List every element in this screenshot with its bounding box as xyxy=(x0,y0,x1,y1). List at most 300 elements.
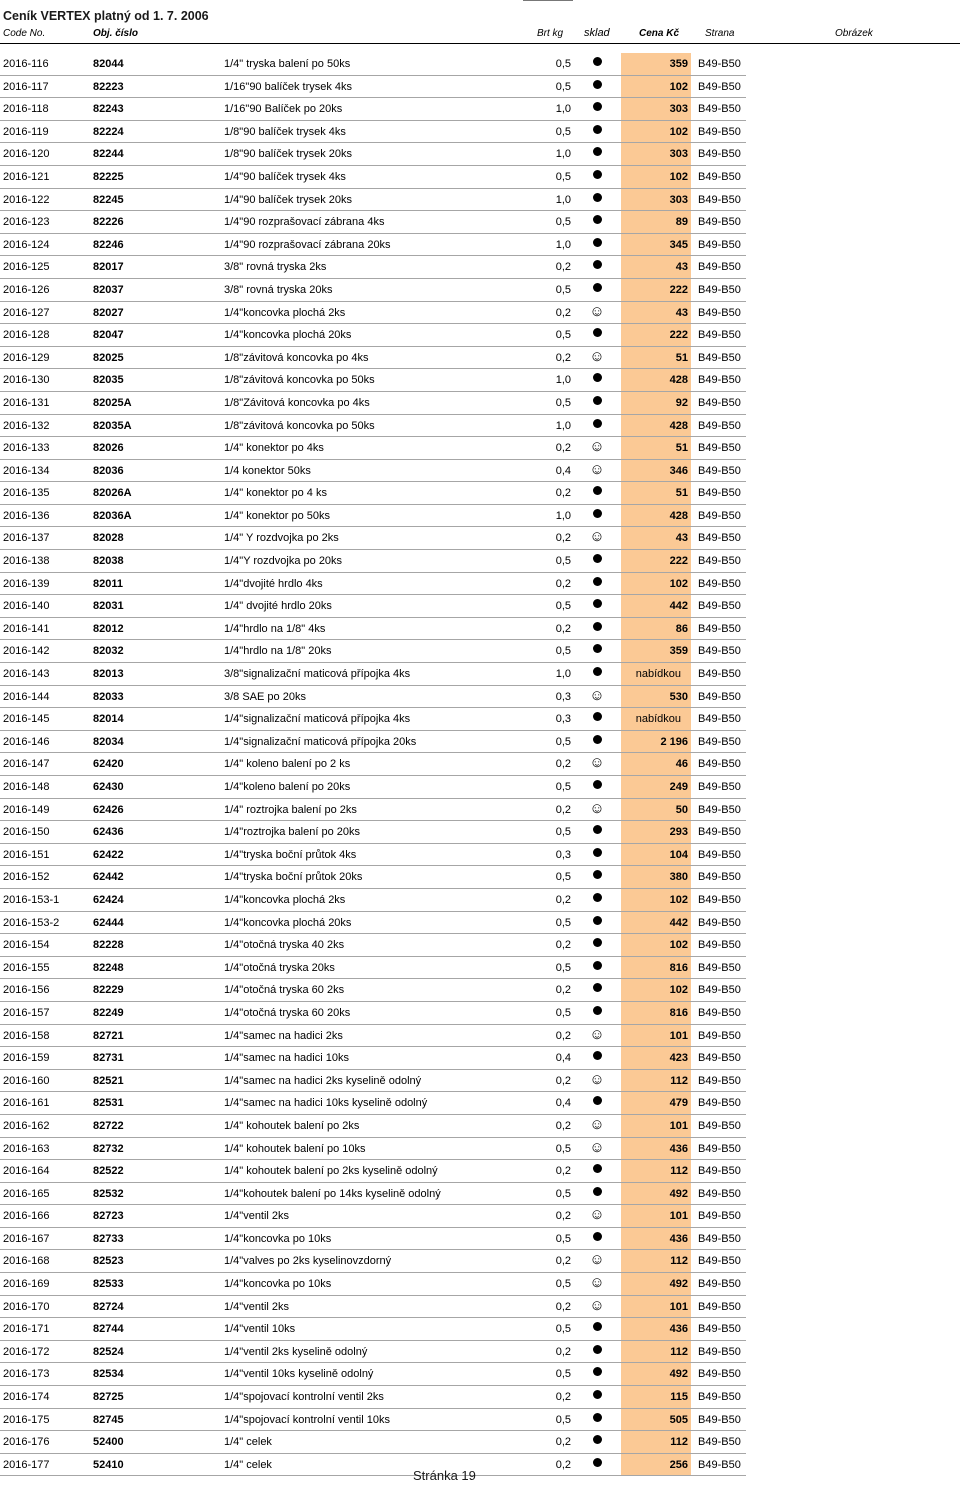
page-ref-cell: B49-B50 xyxy=(698,1368,741,1381)
stock-cell xyxy=(586,731,608,754)
table-row xyxy=(0,912,746,935)
price-cell: 43 xyxy=(621,302,691,325)
code-cell: 2016-147 xyxy=(3,758,50,771)
black-dot-icon xyxy=(593,893,602,902)
page-ref-cell: B49-B50 xyxy=(698,916,741,929)
description-cell: 1/4"90 rozprašovací zábrana 20ks xyxy=(224,238,391,251)
order-number-cell: 82722 xyxy=(93,1119,124,1132)
black-dot-icon xyxy=(593,419,602,428)
weight-cell: 0,5 xyxy=(555,396,571,409)
table-row xyxy=(0,1318,746,1341)
table-row xyxy=(0,324,746,347)
description-cell: 1/4" celek xyxy=(224,1436,272,1449)
order-number-cell: 82731 xyxy=(93,1052,124,1065)
table-row xyxy=(0,1454,746,1477)
stock-cell xyxy=(586,595,608,618)
weight-cell: 0,2 xyxy=(555,1210,571,1223)
weight-cell: 0,2 xyxy=(555,487,571,500)
code-cell: 2016-126 xyxy=(3,283,50,296)
stock-cell xyxy=(586,211,608,234)
page-ref-cell: B49-B50 xyxy=(698,1436,741,1449)
price-cell: 102 xyxy=(621,573,691,596)
code-cell: 2016-156 xyxy=(3,984,50,997)
code-cell: 2016-123 xyxy=(3,216,50,229)
page-ref-cell: B49-B50 xyxy=(698,1413,741,1426)
table-row xyxy=(0,482,746,505)
black-dot-icon xyxy=(593,396,602,405)
code-cell: 2016-161 xyxy=(3,1097,50,1110)
page-number: Stránka 19 xyxy=(413,1468,476,1483)
order-number-cell: 82531 xyxy=(93,1097,124,1110)
black-dot-icon xyxy=(593,961,602,970)
weight-cell: 0,5 xyxy=(555,916,571,929)
description-cell: 1/4"spojovací kontrolní ventil 10ks xyxy=(224,1413,390,1426)
description-cell: 1/4" kohoutek balení po 2ks xyxy=(224,1119,360,1132)
weight-cell: 0,5 xyxy=(555,1187,571,1200)
code-cell: 2016-120 xyxy=(3,148,50,161)
stock-cell xyxy=(586,1386,608,1409)
order-number-cell: 82721 xyxy=(93,1029,124,1042)
stock-cell xyxy=(586,1047,608,1070)
price-cell: 492 xyxy=(621,1363,691,1386)
order-number-cell: 82033 xyxy=(93,690,124,703)
page-ref-cell: B49-B50 xyxy=(698,735,741,748)
code-cell: 2016-176 xyxy=(3,1436,50,1449)
table-row xyxy=(0,1341,746,1364)
weight-cell: 0,5 xyxy=(555,58,571,70)
page-ref-cell: B49-B50 xyxy=(698,1187,741,1200)
order-number-cell: 82723 xyxy=(93,1210,124,1223)
code-cell: 2016-138 xyxy=(3,555,50,568)
code-cell: 2016-118 xyxy=(3,103,49,116)
top-rule xyxy=(523,0,573,1)
table-row xyxy=(0,460,746,483)
table-row xyxy=(0,1002,746,1025)
table-row xyxy=(0,302,746,325)
smiley-icon: ☺ xyxy=(589,528,605,546)
description-cell: 1/8"závitová koncovka po 50ks xyxy=(224,419,375,432)
black-dot-icon xyxy=(593,1322,602,1331)
header-obj: Obj. číslo xyxy=(93,28,139,39)
order-number-cell: 82225 xyxy=(93,170,124,183)
page-ref-cell: B49-B50 xyxy=(698,600,741,613)
page-ref-cell: B49-B50 xyxy=(698,103,741,116)
stock-cell xyxy=(586,1296,608,1319)
page-ref-cell: B49-B50 xyxy=(698,826,741,839)
price-cell: 222 xyxy=(621,550,691,573)
price-cell: 50 xyxy=(621,799,691,822)
weight-cell: 1,0 xyxy=(555,103,571,116)
weight-cell: 0,5 xyxy=(555,645,571,658)
stock-cell xyxy=(586,392,608,415)
order-number-cell: 82534 xyxy=(93,1368,124,1381)
order-number-cell: 82226 xyxy=(93,216,124,229)
price-cell: 479 xyxy=(621,1092,691,1115)
code-cell: 2016-129 xyxy=(3,351,50,364)
smiley-icon: ☺ xyxy=(589,1206,605,1224)
description-cell: 1/4" koleno balení po 2 ks xyxy=(224,758,351,771)
smiley-icon: ☺ xyxy=(589,686,605,704)
black-dot-icon xyxy=(593,1096,602,1105)
weight-cell: 0,5 xyxy=(555,329,571,342)
code-cell: 2016-146 xyxy=(3,735,50,748)
page-ref-cell: B49-B50 xyxy=(698,509,741,522)
order-number-cell: 62420 xyxy=(93,758,124,771)
code-cell: 2016-174 xyxy=(3,1391,50,1404)
black-dot-icon xyxy=(593,170,602,179)
code-cell: 2016-116 xyxy=(3,58,49,70)
code-cell: 2016-119 xyxy=(3,125,49,138)
description-cell: 1/4"samec na hadici 2ks kyselině odolný xyxy=(224,1074,422,1087)
stock-cell xyxy=(586,686,608,709)
price-cell: 102 xyxy=(621,76,691,99)
smiley-icon: ☺ xyxy=(589,1025,605,1043)
black-dot-icon xyxy=(593,57,602,66)
stock-cell xyxy=(586,821,608,844)
table-row xyxy=(0,550,746,573)
weight-cell: 0,5 xyxy=(555,1278,571,1291)
stock-cell xyxy=(586,256,608,279)
page-ref-cell: B49-B50 xyxy=(698,939,741,952)
stock-cell xyxy=(586,1250,608,1273)
description-cell: 1/4"signalizační maticová přípojka 20ks xyxy=(224,735,417,748)
weight-cell: 0,5 xyxy=(555,1232,571,1245)
page-ref-cell: B49-B50 xyxy=(698,1074,741,1087)
weight-cell: 0,2 xyxy=(555,1391,571,1404)
black-dot-icon xyxy=(593,667,602,676)
page-ref-cell: B49-B50 xyxy=(698,125,741,138)
stock-cell xyxy=(586,1115,608,1138)
table-row xyxy=(0,1386,746,1409)
table-row xyxy=(0,211,746,234)
order-number-cell: 82724 xyxy=(93,1300,124,1313)
black-dot-icon xyxy=(593,735,602,744)
description-cell: 1/4"ventil 10ks xyxy=(224,1323,296,1336)
black-dot-icon xyxy=(593,1187,602,1196)
weight-cell: 0,5 xyxy=(555,216,571,229)
stock-cell xyxy=(586,979,608,1002)
weight-cell: 0,5 xyxy=(555,961,571,974)
header-brt: Brt kg xyxy=(537,28,564,39)
table-row xyxy=(0,1183,746,1206)
weight-cell: 0,2 xyxy=(555,261,571,274)
description-cell: 1/8"závitová koncovka po 50ks xyxy=(224,374,375,387)
description-cell: 3/8 SAE po 20ks xyxy=(224,690,306,703)
order-number-cell: 82035 xyxy=(93,374,124,387)
table-row xyxy=(0,1431,746,1454)
table-row xyxy=(0,753,746,776)
description-cell: 1/4" kohoutek balení po 2ks kyselině odolný xyxy=(224,1165,438,1178)
black-dot-icon xyxy=(593,1051,602,1060)
smiley-icon: ☺ xyxy=(589,460,605,478)
order-number-cell: 82034 xyxy=(93,735,124,748)
price-cell: 303 xyxy=(621,189,691,212)
price-cell: 359 xyxy=(621,640,691,663)
code-cell: 2016-140 xyxy=(3,600,50,613)
code-cell: 2016-158 xyxy=(3,1029,50,1042)
page-ref-cell: B49-B50 xyxy=(698,577,741,590)
order-number-cell: 82733 xyxy=(93,1232,124,1245)
weight-cell: 0,5 xyxy=(555,1142,571,1155)
page-ref-cell: B49-B50 xyxy=(698,1345,741,1358)
stock-cell xyxy=(586,618,608,641)
table-row xyxy=(0,76,746,99)
code-cell: 2016-143 xyxy=(3,668,50,681)
black-dot-icon xyxy=(593,509,602,518)
code-cell: 2016-139 xyxy=(3,577,50,590)
order-number-cell: 82246 xyxy=(93,238,124,251)
page-ref-cell: B49-B50 xyxy=(698,216,741,229)
price-cell: 112 xyxy=(621,1341,691,1364)
weight-cell: 0,2 xyxy=(555,1074,571,1087)
order-number-cell: 82014 xyxy=(93,713,124,726)
price-cell: 112 xyxy=(621,1160,691,1183)
code-cell: 2016-166 xyxy=(3,1210,50,1223)
price-cell: 505 xyxy=(621,1409,691,1432)
black-dot-icon xyxy=(593,328,602,337)
order-number-cell: 82522 xyxy=(93,1165,124,1178)
table-row xyxy=(0,437,746,460)
price-cell: 102 xyxy=(621,121,691,144)
black-dot-icon xyxy=(593,983,602,992)
table-row xyxy=(0,708,746,731)
price-cell: 112 xyxy=(621,1431,691,1454)
stock-cell xyxy=(586,1070,608,1093)
price-cell: 222 xyxy=(621,279,691,302)
description-cell: 1/4"kohoutek balení po 14ks kyselině odolný xyxy=(224,1187,441,1200)
table-row xyxy=(0,279,746,302)
weight-cell: 0,2 xyxy=(555,442,571,455)
weight-cell: 0,5 xyxy=(555,80,571,93)
stock-cell xyxy=(586,482,608,505)
description-cell: 1/4"koncovka po 10ks xyxy=(224,1232,332,1245)
black-dot-icon xyxy=(593,215,602,224)
code-cell: 2016-141 xyxy=(3,622,50,635)
order-number-cell: 82224 xyxy=(93,125,124,138)
page-ref-cell: B49-B50 xyxy=(698,238,741,251)
price-cell: 428 xyxy=(621,505,691,528)
weight-cell: 0,5 xyxy=(555,781,571,793)
weight-cell: 0,2 xyxy=(555,1436,571,1449)
stock-cell xyxy=(586,1205,608,1228)
price-cell: 92 xyxy=(621,392,691,415)
table-row xyxy=(0,347,746,370)
page-ref-cell: B49-B50 xyxy=(698,396,741,409)
order-number-cell: 82533 xyxy=(93,1278,124,1291)
table-row xyxy=(0,979,746,1002)
code-cell: 2016-171 xyxy=(3,1323,50,1336)
weight-cell: 0,5 xyxy=(555,826,571,839)
page-ref-cell: B49-B50 xyxy=(698,668,741,681)
order-number-cell: 62430 xyxy=(93,781,124,793)
stock-cell xyxy=(586,437,608,460)
weight-cell: 0,2 xyxy=(555,306,571,319)
order-number-cell: 82725 xyxy=(93,1391,124,1404)
page-ref-cell: B49-B50 xyxy=(698,690,741,703)
price-cell: 101 xyxy=(621,1205,691,1228)
table-row xyxy=(0,1070,746,1093)
order-number-cell: 82017 xyxy=(93,261,124,274)
order-number-cell: 82532 xyxy=(93,1187,124,1200)
order-number-cell: 82036A xyxy=(93,509,132,522)
weight-cell: 0,5 xyxy=(555,1368,571,1381)
weight-cell: 0,5 xyxy=(555,125,571,138)
stock-cell xyxy=(586,1228,608,1251)
order-number-cell: 82031 xyxy=(93,600,124,613)
order-number-cell: 82035A xyxy=(93,419,132,432)
stock-cell xyxy=(586,934,608,957)
order-number-cell: 82524 xyxy=(93,1345,124,1358)
code-cell: 2016-162 xyxy=(3,1119,50,1132)
stock-cell xyxy=(586,98,608,121)
description-cell: 1/4"koncovka plochá 2ks xyxy=(224,306,346,319)
table-row xyxy=(0,1273,746,1296)
code-cell: 2016-155 xyxy=(3,961,50,974)
description-cell: 1/4"90 balíček trysek 4ks xyxy=(224,170,346,183)
page-ref-cell: B49-B50 xyxy=(698,961,741,974)
weight-cell: 0,5 xyxy=(555,1323,571,1336)
black-dot-icon xyxy=(593,1006,602,1015)
description-cell: 1/4"roztrojka balení po 20ks xyxy=(224,826,360,839)
weight-cell: 0,2 xyxy=(555,1119,571,1132)
stock-cell xyxy=(586,415,608,438)
page-ref-cell: B49-B50 xyxy=(698,419,741,432)
weight-cell: 0,2 xyxy=(555,1300,571,1313)
description-cell: 1/4"samec na hadici 10ks kyselině odolný xyxy=(224,1097,428,1110)
smiley-icon: ☺ xyxy=(589,1251,605,1269)
description-cell: 1/4 konektor 50ks xyxy=(224,464,311,477)
weight-cell: 0,3 xyxy=(555,713,571,726)
code-cell: 2016-154 xyxy=(3,939,50,952)
table-row xyxy=(0,1092,746,1115)
code-cell: 2016-164 xyxy=(3,1165,50,1178)
description-cell: 1/4" dvojité hrdlo 20ks xyxy=(224,600,332,613)
price-cell: 492 xyxy=(621,1273,691,1296)
black-dot-icon xyxy=(593,102,602,111)
page-ref-cell: B49-B50 xyxy=(698,1097,741,1110)
table-row xyxy=(0,527,746,550)
weight-cell: 1,0 xyxy=(555,668,571,681)
stock-cell xyxy=(586,460,608,483)
weight-cell: 0,5 xyxy=(555,555,571,568)
black-dot-icon xyxy=(593,1390,602,1399)
stock-cell xyxy=(586,1341,608,1364)
code-cell: 2016-117 xyxy=(3,80,49,93)
price-cell: nabídkou xyxy=(621,708,691,731)
weight-cell: 0,4 xyxy=(555,1097,571,1110)
stock-cell xyxy=(586,912,608,935)
weight-cell: 1,0 xyxy=(555,148,571,161)
page-ref-cell: B49-B50 xyxy=(698,1006,741,1019)
code-cell: 2016-165 xyxy=(3,1187,50,1200)
price-cell: 112 xyxy=(621,1250,691,1273)
page-ref-cell: B49-B50 xyxy=(698,848,741,861)
page-ref-cell: B49-B50 xyxy=(698,984,741,997)
price-cell: 2 196 xyxy=(621,731,691,754)
black-dot-icon xyxy=(593,825,602,834)
page-ref-cell: B49-B50 xyxy=(698,1255,741,1268)
order-number-cell: 62444 xyxy=(93,916,124,929)
black-dot-icon xyxy=(593,577,602,586)
price-cell: 101 xyxy=(621,1025,691,1048)
order-number-cell: 82028 xyxy=(93,532,124,545)
description-cell: 1/4"koncovka plochá 2ks xyxy=(224,893,346,906)
order-number-cell: 82745 xyxy=(93,1413,124,1426)
smiley-icon: ☺ xyxy=(589,754,605,772)
description-cell: 1/4" konektor po 50ks xyxy=(224,509,331,522)
table-row xyxy=(0,1115,746,1138)
page-ref-cell: B49-B50 xyxy=(698,283,741,296)
table-row xyxy=(0,799,746,822)
page-ref-cell: B49-B50 xyxy=(698,442,741,455)
weight-cell: 0,5 xyxy=(555,600,571,613)
order-number-cell: 62436 xyxy=(93,826,124,839)
description-cell: 1/8"90 balíček trysek 20ks xyxy=(224,148,353,161)
table-row xyxy=(0,686,746,709)
weight-cell: 0,2 xyxy=(555,1255,571,1268)
stock-cell xyxy=(586,663,608,686)
order-number-cell: 62426 xyxy=(93,803,124,816)
weight-cell: 0,2 xyxy=(555,758,571,771)
page-ref-cell: B49-B50 xyxy=(698,781,741,793)
order-number-cell: 82243 xyxy=(93,103,124,116)
table-row xyxy=(0,731,746,754)
smiley-icon: ☺ xyxy=(589,1070,605,1088)
smiley-icon: ☺ xyxy=(589,1296,605,1314)
table-row xyxy=(0,143,746,166)
code-cell: 2016-152 xyxy=(3,871,50,884)
weight-cell: 0,2 xyxy=(555,1029,571,1042)
stock-cell xyxy=(586,1002,608,1025)
description-cell: 1/4"spojovací kontrolní ventil 2ks xyxy=(224,1391,384,1404)
description-cell: 1/4" konektor po 4ks xyxy=(224,442,324,455)
price-cell: 345 xyxy=(621,234,691,257)
table-row xyxy=(0,189,746,212)
weight-cell: 0,3 xyxy=(555,848,571,861)
weight-cell: 0,5 xyxy=(555,871,571,884)
code-cell: 2016-157 xyxy=(3,1006,50,1019)
stock-cell xyxy=(586,76,608,99)
price-cell: 816 xyxy=(621,1002,691,1025)
price-cell: 51 xyxy=(621,347,691,370)
code-cell: 2016-130 xyxy=(3,374,50,387)
description-cell: 1/4"otočná tryska 60 2ks xyxy=(224,984,345,997)
price-cell: 436 xyxy=(621,1318,691,1341)
description-cell: 1/4"tryska boční průtok 4ks xyxy=(224,848,357,861)
smiley-icon: ☺ xyxy=(589,302,605,320)
stock-cell xyxy=(586,640,608,663)
page-ref-cell: B49-B50 xyxy=(698,1142,741,1155)
code-cell: 2016-149 xyxy=(3,803,50,816)
page-ref-cell: B49-B50 xyxy=(698,374,741,387)
price-cell: 436 xyxy=(621,1228,691,1251)
code-cell: 2016-153-1 xyxy=(3,893,60,906)
table-row xyxy=(0,844,746,867)
price-cell: 43 xyxy=(621,527,691,550)
code-cell: 2016-168 xyxy=(3,1255,50,1268)
description-cell: 1/4" tryska balení po 50ks xyxy=(224,58,351,70)
page-ref-cell: B49-B50 xyxy=(698,1278,741,1291)
description-cell: 1/4" celek xyxy=(224,1458,272,1471)
order-number-cell: 82025A xyxy=(93,396,132,409)
stock-cell xyxy=(586,121,608,144)
header-sklad: sklad xyxy=(584,27,610,39)
black-dot-icon xyxy=(593,870,602,879)
code-cell: 2016-167 xyxy=(3,1232,50,1245)
page-ref-cell: B49-B50 xyxy=(698,1165,741,1178)
smiley-icon: ☺ xyxy=(589,438,605,456)
stock-cell xyxy=(586,1273,608,1296)
